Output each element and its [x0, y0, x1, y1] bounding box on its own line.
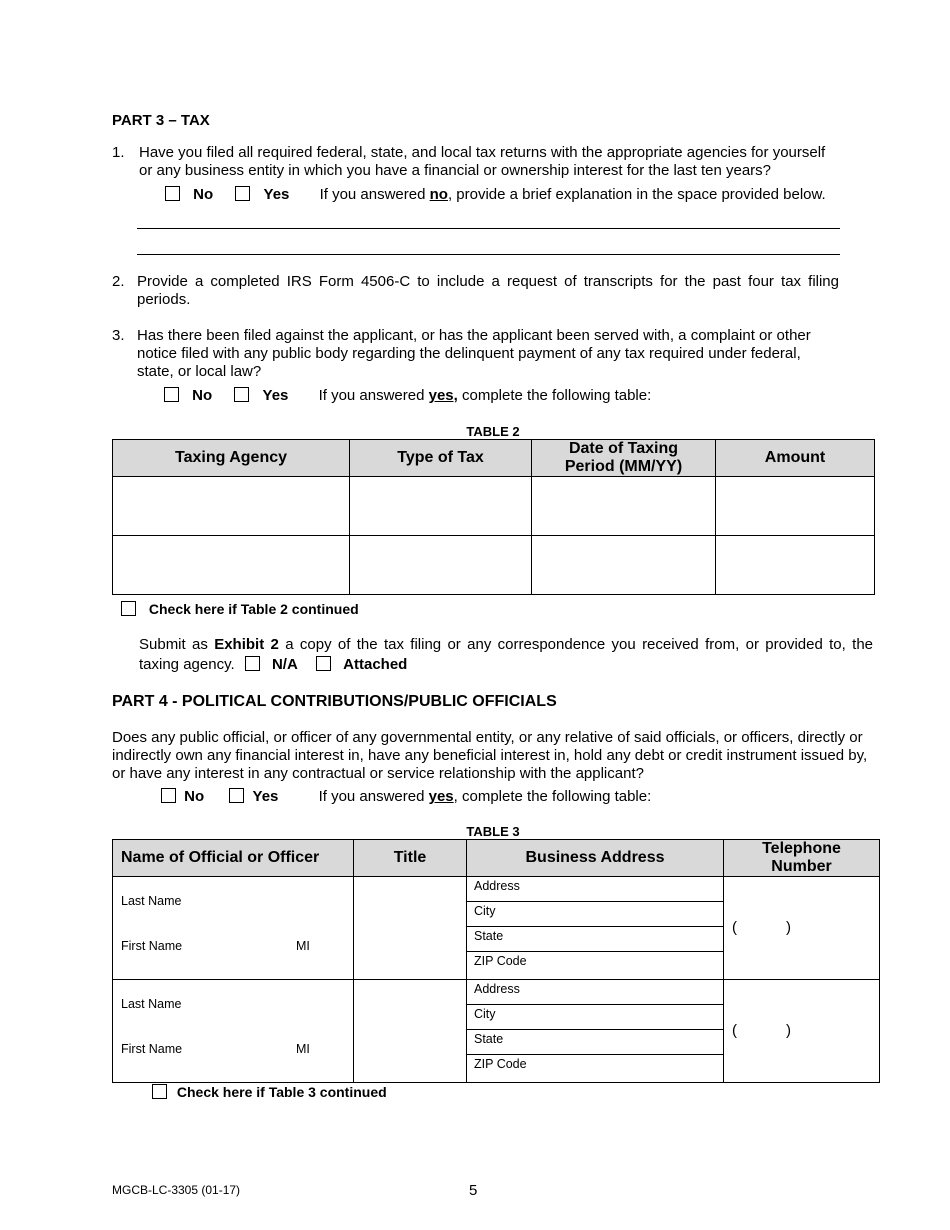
table3-header-title: Title: [354, 840, 467, 877]
q3-text: Has there been filed against the applicant, or has the applicant been served with, a complaint or other notice filed with any public body regarding the delinquent payment of any tax required under federal, state, or local law?: [137, 327, 811, 380]
first-name-label: First Name: [121, 1042, 183, 1056]
table2-cell[interactable]: [113, 536, 350, 595]
table-row: [113, 477, 875, 536]
table2-cell[interactable]: [716, 477, 875, 536]
exhibit-na-label: N/A: [271, 656, 298, 673]
q3-yes-label: Yes: [262, 387, 289, 404]
phone-area-close: ): [786, 1022, 791, 1039]
table-row: [113, 877, 880, 980]
part4-title: PART 4 - POLITICAL CONTRIBUTIONS/PUBLIC OFFICIALS: [112, 693, 557, 710]
q3-number: 3.: [112, 327, 125, 344]
table3-title-cell[interactable]: [354, 980, 467, 1083]
address-field[interactable]: Address: [467, 980, 723, 1005]
state-field[interactable]: State: [467, 1030, 723, 1055]
part4-no-label: No: [184, 788, 205, 805]
table2-header-period: Date of Taxing Period (MM/YY): [532, 440, 716, 477]
zip-field[interactable]: ZIP Code: [474, 1057, 527, 1071]
state-field[interactable]: State: [467, 927, 723, 952]
exhibit-na-checkbox[interactable]: [245, 656, 260, 671]
q1-no-checkbox[interactable]: [165, 186, 180, 201]
phone-area-open: (: [732, 1022, 737, 1039]
table3-header-address: Business Address: [467, 840, 724, 877]
exhibit-paragraph: Submit as Exhibit 2 a copy of the tax filing or any correspondence you received from, or provided to, the taxing agency. N/A Attached: [139, 636, 873, 673]
part3-title: PART 3 – TAX: [112, 112, 210, 129]
exhibit-attached-label: Attached: [343, 656, 408, 673]
table2-cell[interactable]: [716, 536, 875, 595]
table3-continued-checkbox[interactable]: [152, 1084, 167, 1099]
address-field[interactable]: Address: [467, 877, 723, 902]
phone-area-open: (: [732, 919, 737, 936]
table2-caption: TABLE 2: [466, 424, 520, 439]
exhibit-attached-checkbox[interactable]: [316, 656, 331, 671]
table3-header-name: Name of Official or Officer: [113, 840, 354, 877]
table-row: [113, 980, 880, 1083]
table2-header-agency: Taxing Agency: [113, 440, 350, 477]
q1-explanation-line-2[interactable]: [137, 254, 840, 255]
part4-answer-row: [161, 788, 651, 805]
page-number: 5: [469, 1182, 478, 1199]
q1-yes-label: Yes: [263, 186, 290, 203]
q3-instruction: If you answered yes, complete the following table:: [318, 387, 652, 404]
table3-title-cell[interactable]: [354, 877, 467, 980]
q1-yes-checkbox[interactable]: [235, 186, 250, 201]
table3-phone-cell[interactable]: [724, 877, 880, 980]
part4-yes-label: Yes: [252, 788, 279, 805]
mi-label: MI: [296, 939, 310, 953]
q1-explanation-line-1[interactable]: [137, 228, 840, 229]
q1-instruction: If you answered no, provide a brief explanation in the space provided below.: [319, 186, 826, 203]
last-name-label: Last Name: [121, 894, 182, 908]
q1-text: Have you filed all required federal, state, and local tax returns with the appropriate agencies for yourself or any business entity in which you have a financial or ownership interest for the last ten years?: [139, 144, 826, 179]
table2-cell[interactable]: [532, 477, 716, 536]
q3-yes-checkbox[interactable]: [234, 387, 249, 402]
table2-continued-checkbox[interactable]: [121, 601, 136, 616]
table2-header-amount: Amount: [716, 440, 875, 477]
phone-area-close: ): [786, 919, 791, 936]
table3-caption: TABLE 3: [466, 824, 520, 839]
city-field[interactable]: City: [467, 1005, 723, 1030]
q3-no-checkbox[interactable]: [164, 387, 179, 402]
table2-continued: [121, 601, 359, 617]
table3-continued: [152, 1084, 387, 1100]
q3-answer-row: [164, 387, 651, 404]
table2-cell[interactable]: [350, 477, 532, 536]
exhibit-key: Exhibit 2: [214, 636, 279, 653]
table2-cell[interactable]: [113, 477, 350, 536]
q1-no-label: No: [193, 186, 214, 203]
table2-continued-label: Check here if Table 2 continued: [148, 601, 359, 617]
part4-question: Does any public official, or officer of any governmental entity, or any relative of said officials, or officers, directly or indirectly own any financial interest in, have any beneficial interest in, hold any debt or credit instrument issued by, or have any interest in any contractual or service relationship with the applicant?: [112, 729, 868, 782]
part4-no-checkbox[interactable]: [161, 788, 176, 803]
zip-field[interactable]: ZIP Code: [474, 954, 527, 968]
q2-number: 2.: [112, 273, 125, 290]
table2-cell[interactable]: [350, 536, 532, 595]
table2-cell[interactable]: [532, 536, 716, 595]
table3-name-cell[interactable]: [113, 980, 354, 1083]
part4-yes-checkbox[interactable]: [229, 788, 244, 803]
table2-header-type: Type of Tax: [350, 440, 532, 477]
q2-text: Provide a completed IRS Form 4506-C to include a request of transcripts for the past four tax filing periods.: [137, 273, 839, 308]
q1-answer-row: [165, 186, 826, 203]
city-field[interactable]: City: [467, 902, 723, 927]
form-id: MGCB-LC-3305 (01-17): [112, 1183, 241, 1197]
last-name-label: Last Name: [121, 997, 182, 1011]
table2: [112, 439, 875, 595]
table3: [112, 839, 880, 1083]
mi-label: MI: [296, 1042, 310, 1056]
q3-no-label: No: [192, 387, 213, 404]
table3-name-cell[interactable]: [113, 877, 354, 980]
part4-instruction: If you answered yes, complete the following table:: [318, 788, 652, 805]
table-row: [113, 536, 875, 595]
table3-phone-cell[interactable]: [724, 980, 880, 1083]
table3-continued-label: Check here if Table 3 continued: [176, 1084, 387, 1100]
first-name-label: First Name: [121, 939, 183, 953]
q1-number: 1.: [112, 144, 125, 161]
table3-header-phone: Telephone Number: [724, 840, 880, 877]
table3-address-cell: [467, 877, 724, 980]
table3-address-cell: [467, 980, 724, 1083]
